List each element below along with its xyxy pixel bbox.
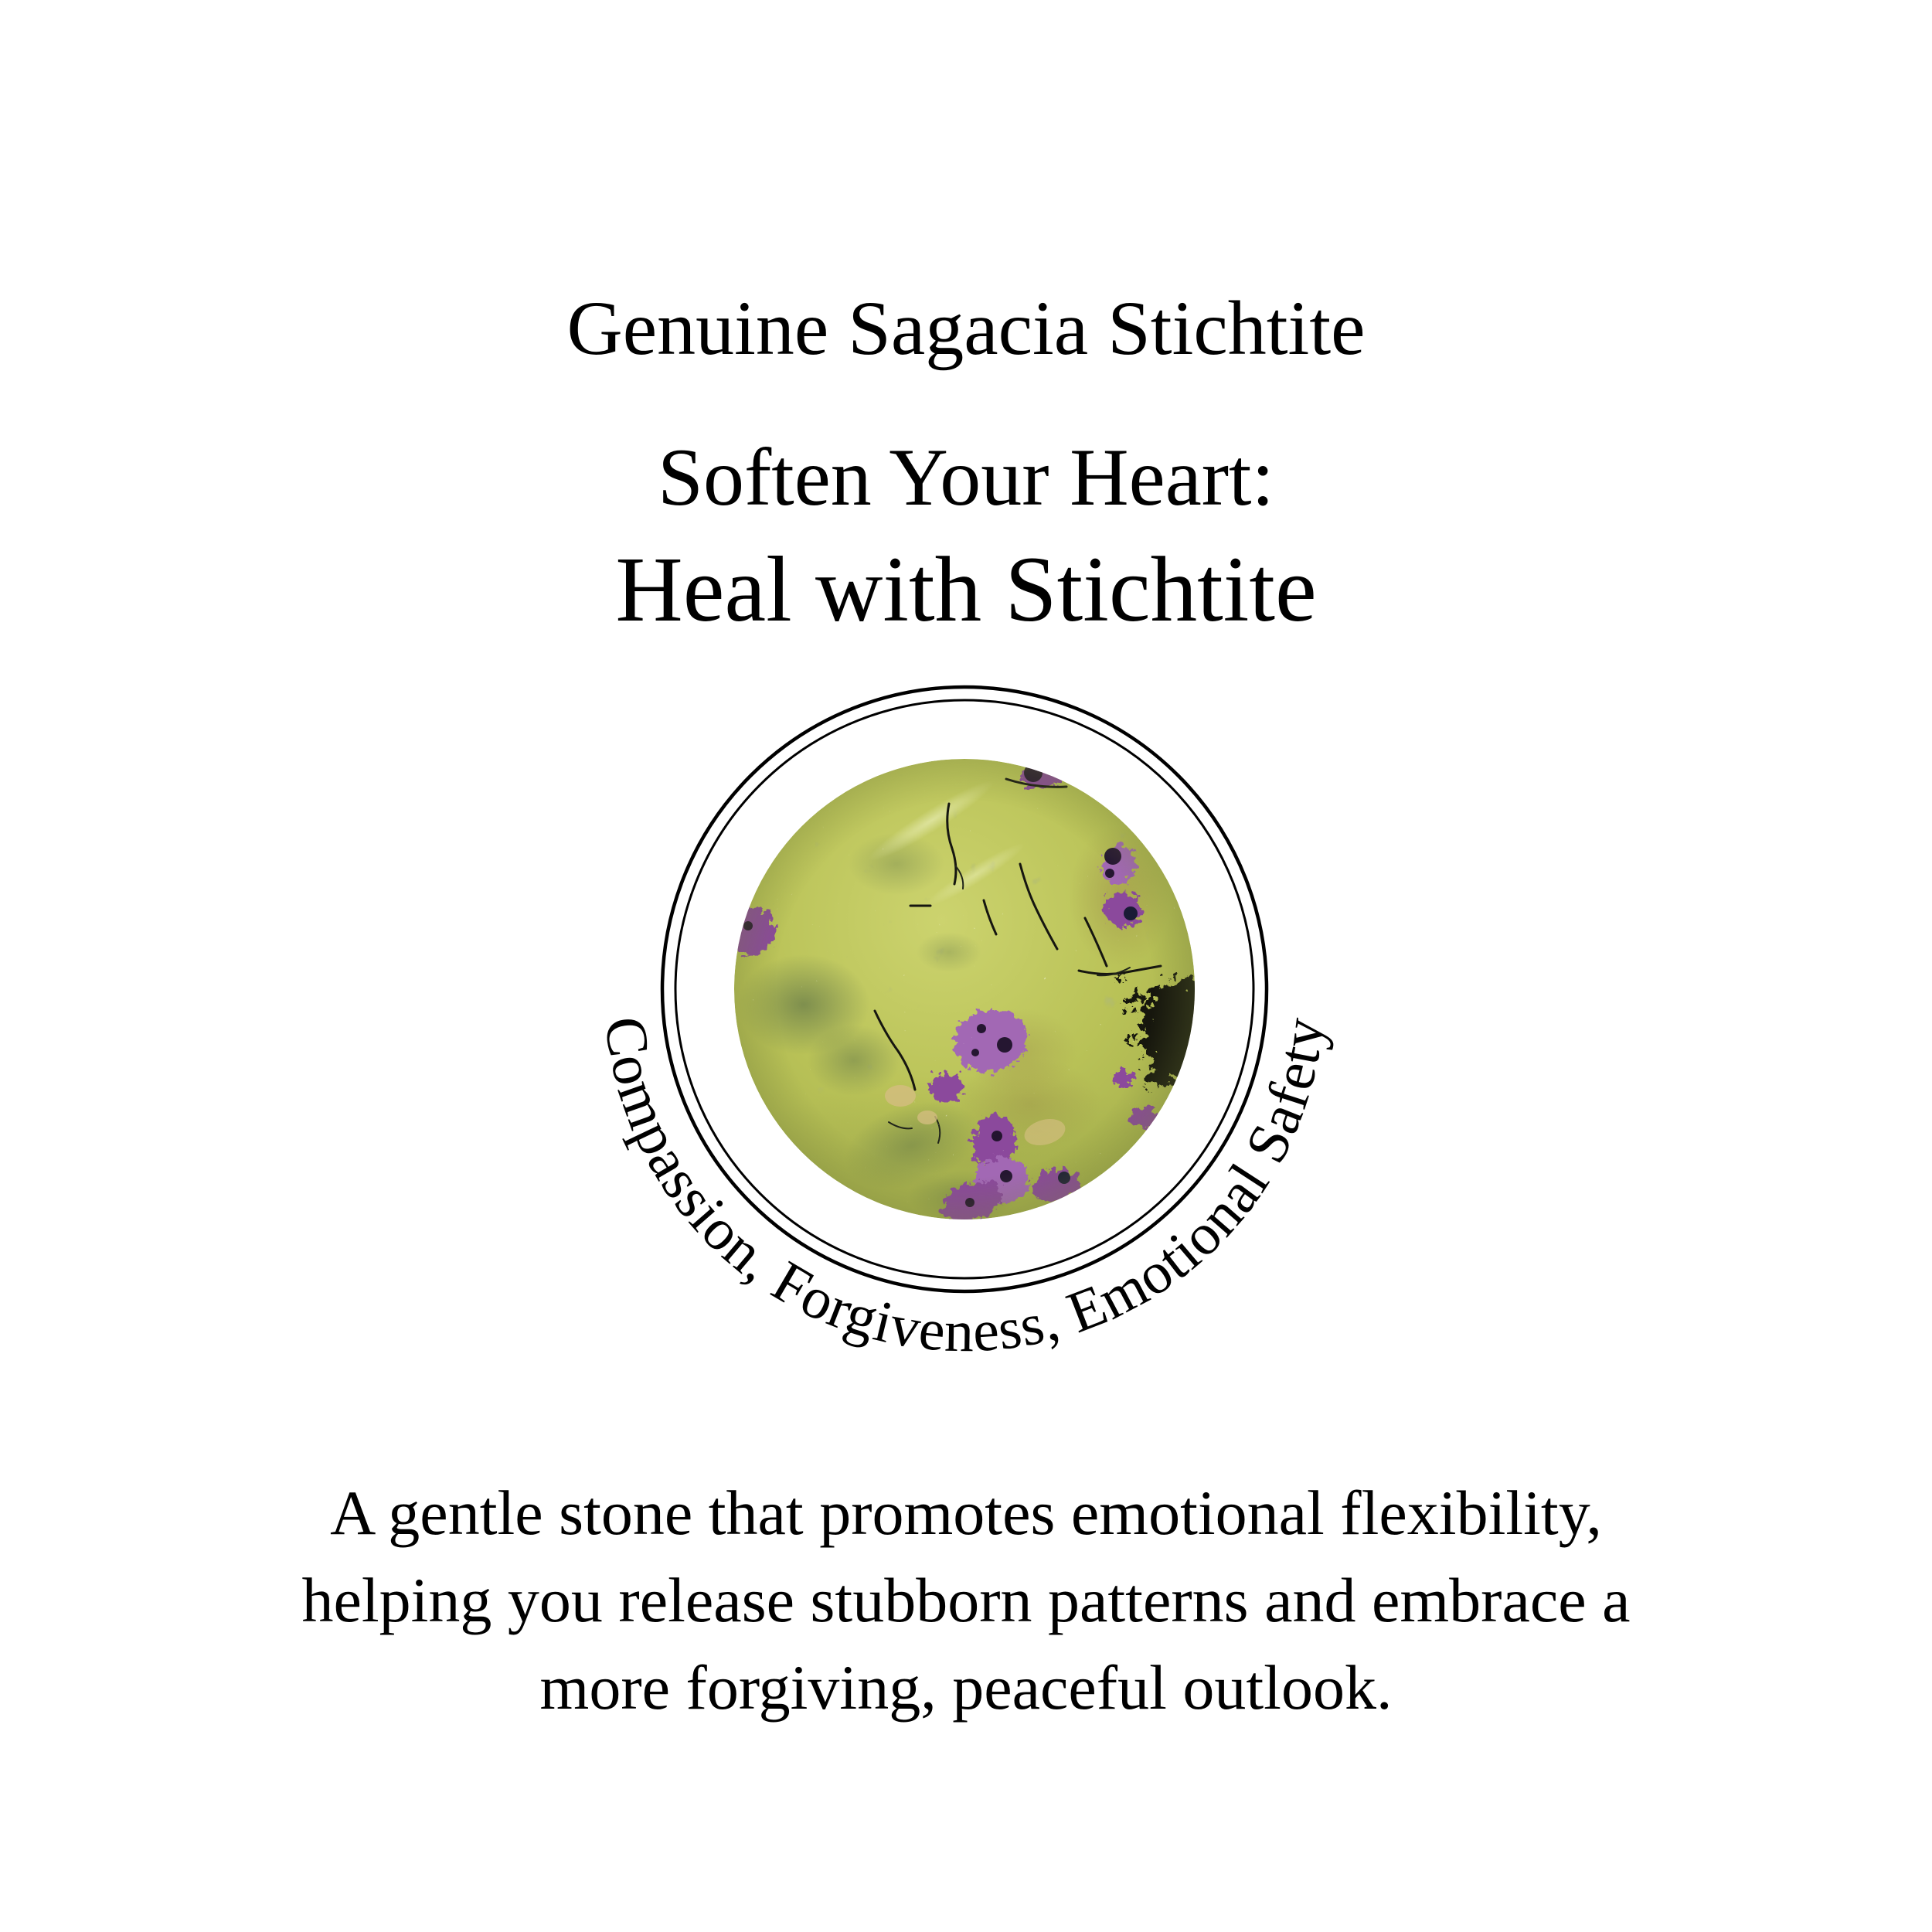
description-paragraph [116, 1469, 1816, 1731]
page-title: Heal with Stichtite [615, 538, 1317, 641]
stone-photo [726, 757, 1215, 1244]
description-line: A gentle stone that promotes emotional flexibility, [330, 1478, 1602, 1548]
subtitle: Soften Your Heart: [658, 432, 1274, 522]
description-line: more forgiving, peaceful outlook. [539, 1652, 1393, 1723]
brand-line: Genuine Sagacia Stichtite [566, 285, 1366, 371]
curved-caption: Compassion, Forgiveness, Emotional Safety [591, 1012, 1337, 1365]
description-line: helping you release stubborn patterns and embrace a [301, 1565, 1631, 1635]
